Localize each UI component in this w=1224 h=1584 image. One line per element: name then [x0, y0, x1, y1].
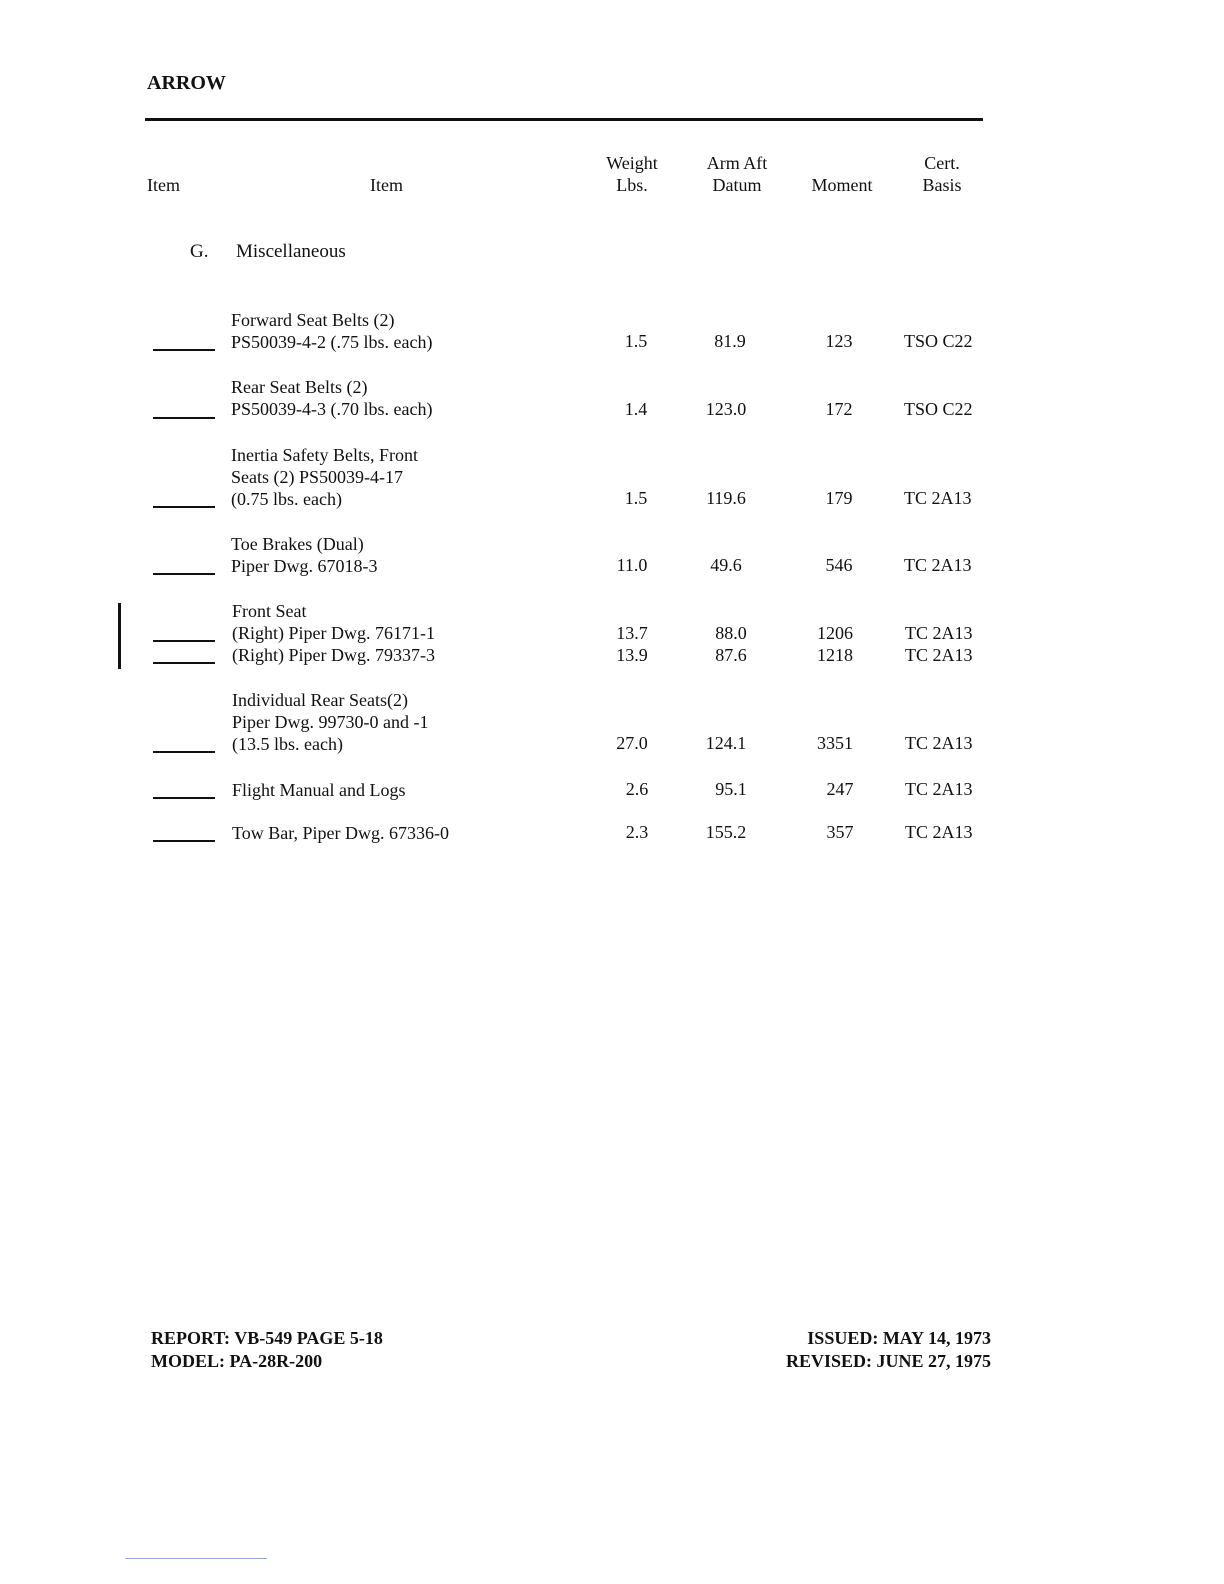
item-desc-line: (Right) Piper Dwg. 76171-1 — [232, 623, 435, 643]
item-flight-manual — [232, 779, 406, 801]
item-cert: TSO C22 — [904, 331, 973, 351]
item-weight: 2.3 — [625, 822, 649, 842]
footer-model: MODEL: PA-28R-200 — [151, 1351, 323, 1371]
item-desc-line: (13.5 lbs. each) — [232, 734, 343, 754]
item-arm: 155.2 — [705, 822, 747, 842]
item-weight: 13.9 — [616, 645, 648, 665]
item-weight: 1.4 — [624, 399, 648, 419]
header-weight — [596, 152, 668, 196]
check-blank[interactable] — [153, 840, 215, 842]
item-weight: 2.6 — [625, 779, 649, 799]
item-tow-bar — [232, 822, 449, 844]
header-weight-line2: Lbs. — [616, 175, 648, 195]
item-arm: 95.1 — [715, 779, 747, 799]
footer-left — [151, 1327, 383, 1373]
item-toe-brakes — [231, 533, 378, 577]
header-cert — [910, 152, 974, 196]
item-weight: 1.5 — [624, 331, 648, 351]
scan-edge-line — [125, 1558, 267, 1559]
check-blank[interactable] — [153, 506, 215, 508]
item-weight: 1.5 — [624, 488, 648, 508]
header-item-desc: Item — [370, 175, 403, 195]
footer-revised: REVISED: JUNE 27, 1975 — [785, 1351, 991, 1371]
item-arm: 81.9 — [714, 331, 746, 351]
check-blank[interactable] — [153, 797, 215, 799]
section-letter: G. — [190, 241, 209, 262]
item-desc-line: Individual Rear Seats(2) — [232, 690, 408, 710]
check-blank[interactable] — [153, 573, 215, 575]
item-desc-line: Rear Seat Belts (2) — [231, 377, 368, 397]
check-blank[interactable] — [153, 417, 215, 419]
item-moment: 3351 — [817, 733, 853, 753]
item-desc-line: PS50039-4-2 (.75 lbs. each) — [231, 332, 433, 352]
item-moment: 172 — [825, 399, 853, 419]
item-cert: TC 2A13 — [905, 779, 973, 799]
item-desc-line: Tow Bar, Piper Dwg. 67336-0 — [232, 823, 449, 843]
item-arm: 88.0 — [715, 623, 747, 643]
item-moment: 247 — [826, 779, 854, 799]
item-weight: 13.7 — [616, 623, 648, 643]
header-arm — [697, 152, 777, 196]
item-desc-line: Front Seat — [232, 601, 307, 621]
header-weight-line1: Weight — [606, 153, 658, 173]
footer-right — [786, 1327, 991, 1373]
check-blank[interactable] — [153, 751, 215, 753]
item-moment: 123 — [825, 331, 853, 351]
item-desc-line: (Right) Piper Dwg. 79337-3 — [232, 645, 435, 665]
header-moment: Moment — [811, 175, 873, 195]
item-desc-line: Piper Dwg. 99730-0 and -1 — [232, 712, 429, 732]
item-desc-line: Forward Seat Belts (2) — [231, 310, 395, 330]
item-cert: TC 2A13 — [905, 733, 973, 753]
footer-report: REPORT: VB-549 PAGE 5-18 — [151, 1328, 383, 1348]
item-cert: TC 2A13 — [904, 555, 972, 575]
item-arm: 124.1 — [705, 733, 747, 753]
running-head: ARROW — [147, 72, 226, 94]
item-front-seat — [232, 600, 435, 666]
item-desc-line: Flight Manual and Logs — [232, 780, 406, 800]
section-title: Miscellaneous — [236, 241, 346, 262]
item-arm: 87.6 — [715, 645, 747, 665]
item-desc-line: PS50039-4-3 (.70 lbs. each) — [231, 399, 433, 419]
item-desc-line: Seats (2) PS50039-4-17 — [231, 467, 403, 487]
footer-issued: ISSUED: MAY 14, 1973 — [807, 1328, 991, 1348]
item-cert: TC 2A13 — [905, 623, 973, 643]
header-arm-line2: Datum — [712, 175, 762, 195]
item-rear-seat-belts — [231, 376, 432, 420]
header-rule — [145, 118, 983, 121]
item-individual-rear-seats — [232, 689, 428, 755]
item-arm: 123.0 — [705, 399, 747, 419]
item-moment: 179 — [825, 488, 853, 508]
item-moment: 546 — [825, 555, 853, 575]
item-forward-seat-belts — [231, 309, 432, 353]
header-cert-line1: Cert. — [924, 153, 960, 173]
item-desc-line: (0.75 lbs. each) — [231, 489, 342, 509]
item-moment: 1218 — [817, 645, 853, 665]
item-arm: 49.6 — [710, 555, 742, 575]
header-item-left: Item — [147, 175, 180, 195]
item-cert: TC 2A13 — [905, 645, 973, 665]
item-weight: 11.0 — [616, 555, 648, 575]
item-arm: 119.6 — [706, 488, 746, 508]
item-desc-line: Inertia Safety Belts, Front — [231, 445, 418, 465]
item-desc-line: Piper Dwg. 67018-3 — [231, 556, 378, 576]
check-blank[interactable] — [153, 662, 215, 664]
revision-bar — [118, 603, 121, 669]
header-arm-line1: Arm Aft — [706, 153, 768, 173]
item-weight: 27.0 — [616, 733, 648, 753]
item-inertia-safety-belts — [231, 444, 418, 510]
item-moment: 1206 — [817, 623, 853, 643]
item-cert: TC 2A13 — [904, 488, 972, 508]
check-blank[interactable] — [153, 349, 215, 351]
header-cert-line2: Basis — [922, 175, 962, 195]
item-moment: 357 — [826, 822, 854, 842]
item-cert: TC 2A13 — [905, 822, 973, 842]
item-cert: TSO C22 — [904, 399, 973, 419]
item-desc-line: Toe Brakes (Dual) — [231, 534, 364, 554]
check-blank[interactable] — [153, 640, 215, 642]
